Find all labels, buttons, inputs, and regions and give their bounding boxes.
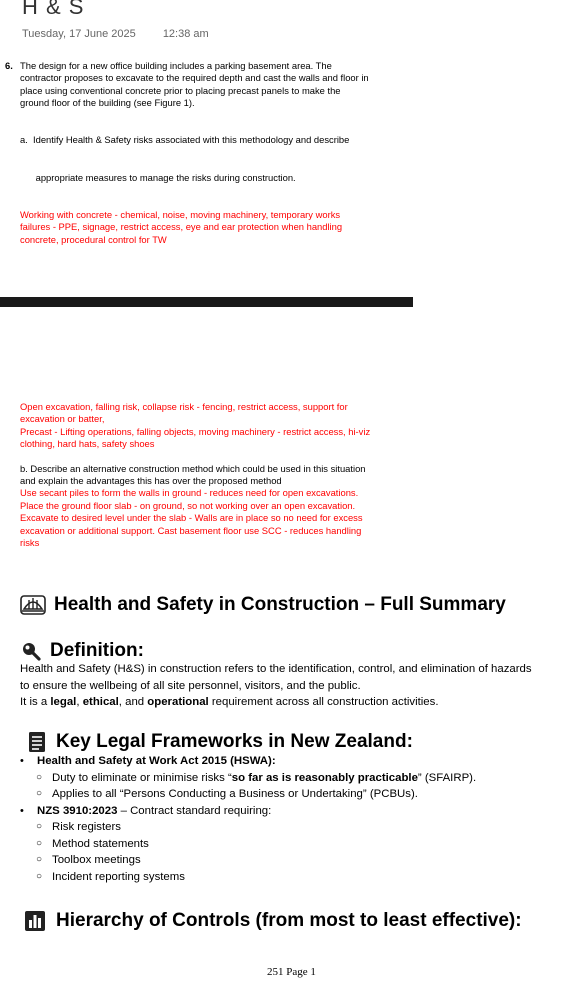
answer-line: Open excavation, falling risk, collapse risk - fencing, restrict access, support for: [20, 401, 348, 412]
list-item: ○ Incident reporting systems: [0, 869, 583, 886]
question-line: The design for a new office building includes a parking basement area. The: [20, 60, 332, 71]
construction-helmet-icon: [20, 593, 46, 617]
answer-line: risks: [20, 537, 40, 549]
question-part-b: [20, 463, 440, 488]
list-item: [0, 753, 583, 770]
answer-line: excavation or additional support. Cast basement floor use SCC - reduces handling: [20, 524, 362, 536]
summary-heading: [20, 593, 506, 617]
answer-line: clothing, hard hats, safety shoes: [20, 438, 155, 450]
answer-line: failures - PPE, signage, restrict access, eye and ear protection when handling: [20, 221, 343, 233]
answer-line: Excavate to desired level under the slab - Walls are in place so no need for excess: [20, 512, 363, 524]
legal-heading: [26, 730, 413, 754]
ethical-emphasis: ethical: [82, 696, 119, 708]
answer-line: Precast - Lifting operations, falling objects, moving machinery - restrict access, hi-viz: [20, 425, 371, 437]
answer-line: Working with concrete - chemical, noise, moving machinery, temporary works: [20, 208, 341, 220]
definition-heading: [20, 639, 144, 663]
page-date: Tuesday, 17 June 2025: [22, 28, 136, 40]
answer-a-1: [0, 209, 420, 246]
hswa-title: Health and Safety at Work Act 2015 (HSWA):: [37, 755, 276, 767]
definition-line: Health and Safety (H&S) in construction refers to the identification, control, and elimination of hazards: [20, 663, 532, 675]
question-line: ground floor of the building (see Figure 1).: [20, 97, 195, 109]
legal-list: [0, 753, 583, 885]
document-icon: [26, 730, 48, 754]
legal-emphasis: legal: [50, 696, 77, 708]
list-item: • NZS 3910:2023 – Contract standard requiring:: [0, 803, 583, 820]
answer-a-2: [20, 401, 440, 451]
summary-heading-text: Health and Safety in Construction – Full Summary: [54, 594, 506, 615]
answer-line: Use secant piles to form the walls in ground - reduces need for open excavations.: [20, 487, 359, 499]
definition-line: It is a legal, ethical, and operational requirement across all construction activities.: [20, 696, 439, 708]
question-block: [0, 60, 420, 246]
bar-chart-icon: [22, 909, 48, 933]
list-item: ○ Risk registers: [0, 819, 583, 836]
definition-line: to ensure the wellbeing of all site personnel, visitors, and the public.: [20, 679, 361, 692]
definition-text: [20, 661, 583, 711]
answer-line: excavation or batter,: [20, 413, 105, 425]
page-footer: 251 Page 1: [267, 966, 316, 978]
list-item: ○ Toolbox meetings: [0, 852, 583, 869]
question-line: appropriate measures to manage the risks during construction.: [20, 171, 296, 183]
page-title: H & S: [22, 0, 85, 19]
hierarchy-heading: [22, 909, 522, 933]
answer-line: Place the ground floor slab - on ground, so not working over an open excavation.: [20, 499, 356, 511]
question-number: 6.: [5, 60, 13, 71]
question-line: b. Describe an alternative construction method which could be used in this situation: [20, 462, 366, 474]
magnifier-icon: [20, 639, 42, 663]
page-time: 12:38 am: [162, 28, 209, 40]
question-line: a. Identify Health & Safety risks associated with this methodology and describe: [20, 134, 350, 146]
operational-emphasis: operational: [147, 696, 209, 708]
question-line: contractor proposes to excavate to the required depth and cast the walls and floor in: [20, 72, 369, 84]
nzs-title: NZS 3910:2023: [37, 804, 118, 817]
figure-divider-bar: [0, 297, 413, 307]
question-line: and explain the advantages this has over the proposed method: [20, 475, 282, 487]
answer-block-2: [20, 401, 440, 549]
page-datetime: [22, 28, 209, 40]
legal-heading-text: Key Legal Frameworks in New Zealand:: [56, 731, 413, 752]
list-item: ○ Applies to all “Persons Conducting a Business or Undertaking” (PCBUs).: [0, 786, 583, 803]
sfairp-emphasis: so far as is reasonably practicable: [231, 771, 418, 784]
hierarchy-heading-text: Hierarchy of Controls (from most to least effective):: [56, 910, 522, 931]
list-item: ○ Duty to eliminate or minimise risks “so far as is reasonably practicable” (SFAIRP).: [0, 770, 583, 787]
question-part-a: [0, 110, 420, 209]
question-intro: [0, 60, 420, 110]
definition-heading-text: Definition:: [50, 640, 144, 661]
answer-line: concrete, procedural control for TW: [20, 233, 167, 245]
question-line: place using conventional concrete prior to placing precast panels to make the: [20, 84, 341, 96]
answer-b: [20, 487, 440, 549]
list-item: ○ Method statements: [0, 836, 583, 853]
